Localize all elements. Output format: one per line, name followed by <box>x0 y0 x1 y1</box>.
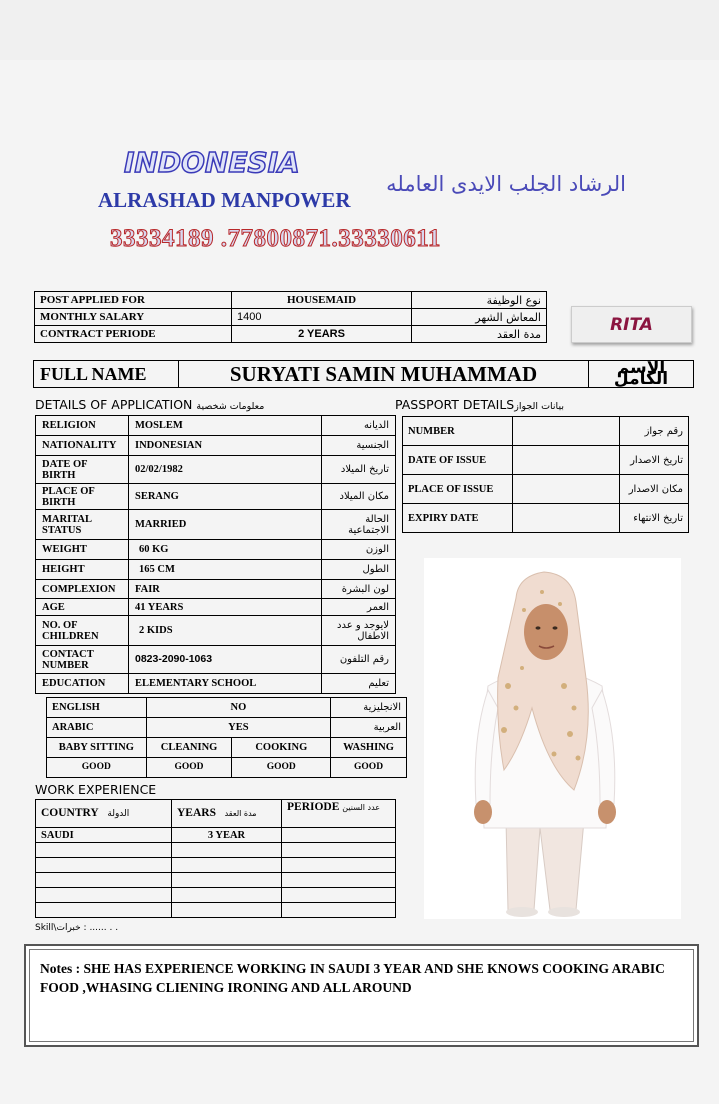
table-row <box>47 698 407 718</box>
detail-label-arabic: مكان الميلاد <box>322 484 396 510</box>
detail-label: DATE OF BIRTH <box>36 456 129 484</box>
detail-value: 165 CM <box>129 560 322 580</box>
full-name-label-arabic: الاسم الكامل <box>589 361 694 388</box>
work-cell <box>36 888 172 903</box>
work-cell <box>282 873 396 888</box>
work-cell <box>172 903 282 918</box>
table-row <box>36 800 396 828</box>
passport-label-arabic: تاريخ الاصدار <box>620 446 689 475</box>
detail-value: MOSLEM <box>129 416 322 436</box>
table-row <box>47 718 407 738</box>
passport-label: PLACE OF ISSUE <box>403 475 513 504</box>
header-ar: عدد السنين <box>342 803 381 812</box>
notes-label: Notes : <box>40 961 81 976</box>
detail-value: 2 KIDS <box>129 616 322 646</box>
passport-value <box>513 504 620 533</box>
table-row <box>36 843 396 858</box>
skill-header: CLEANING <box>146 738 232 758</box>
person-illustration <box>424 558 681 919</box>
contract-label-arabic: مدة العقد <box>412 326 547 343</box>
detail-label: RELIGION <box>36 416 129 436</box>
passport-value <box>513 446 620 475</box>
header-ar: مدة العقد <box>224 809 257 818</box>
work-experience-table <box>35 799 396 918</box>
passport-value <box>513 475 620 504</box>
contract-label: CONTRACT PERIODE <box>35 326 232 343</box>
table-row <box>403 417 689 446</box>
language-value: NO <box>146 698 330 718</box>
table-row <box>34 361 694 388</box>
table-row <box>36 873 396 888</box>
detail-label-arabic: لايوجد و عدد الاطفال <box>322 616 396 646</box>
contract-value: 2 YEARS <box>232 326 412 343</box>
notes-text: SHE HAS EXPERIENCE WORKING IN SAUDI 3 YEAR AND SHE KNOWS COOKING ARABIC FOOD ,WHASING CLIENING IRONING AND ALL AROUND <box>40 961 665 995</box>
details-title: DETAILS OF APPLICATION <box>35 397 193 412</box>
language-value: YES <box>146 718 330 738</box>
work-cell <box>282 843 396 858</box>
detail-value: INDONESIAN <box>129 436 322 456</box>
skill-value: GOOD <box>47 758 147 778</box>
work-cell <box>172 858 282 873</box>
table-row <box>36 599 396 616</box>
header-en: COUNTRY <box>41 806 99 819</box>
detail-label-arabic: الوزن <box>322 540 396 560</box>
details-table <box>35 415 396 694</box>
detail-label: COMPLEXION <box>36 580 129 599</box>
work-header-country <box>36 800 172 828</box>
details-title-arabic: معلومات شخصية <box>196 401 265 412</box>
skill-value: GOOD <box>331 758 407 778</box>
work-header-years <box>172 800 282 828</box>
work-cell <box>172 873 282 888</box>
table-row <box>403 475 689 504</box>
detail-value: 41 YEARS <box>129 599 322 616</box>
table-row <box>403 504 689 533</box>
table-row <box>35 326 547 343</box>
table-row <box>36 510 396 540</box>
top-band <box>0 0 719 60</box>
post-value: HOUSEMAID <box>232 292 412 309</box>
detail-label-arabic: لون البشرة <box>322 580 396 599</box>
table-row <box>36 580 396 599</box>
table-row <box>36 858 396 873</box>
work-cell <box>172 843 282 858</box>
detail-label-arabic: تعليم <box>322 674 396 694</box>
table-row <box>36 484 396 510</box>
table-row <box>36 560 396 580</box>
detail-label-arabic: الطول <box>322 560 396 580</box>
skill-header: COOKING <box>232 738 331 758</box>
detail-label: AGE <box>36 599 129 616</box>
detail-label: NO. OF CHILDREN <box>36 616 129 646</box>
detail-value: SERANG <box>129 484 322 510</box>
detail-label-arabic: العمر <box>322 599 396 616</box>
table-row <box>47 758 407 778</box>
detail-label-arabic: الحالة الاجتماعية <box>322 510 396 540</box>
work-cell <box>36 903 172 918</box>
work-cell: 3 YEAR <box>172 828 282 843</box>
detail-label: CONTACT NUMBER <box>36 646 129 674</box>
table-row <box>36 540 396 560</box>
work-cell <box>36 843 172 858</box>
language-skills-table <box>46 697 407 778</box>
salary-value: 1400 <box>232 309 412 326</box>
table-row <box>47 738 407 758</box>
passport-title: PASSPORT DETAILS <box>395 397 515 412</box>
detail-label: NATIONALITY <box>36 436 129 456</box>
header-ar: الدولة <box>107 808 130 819</box>
passport-label: NUMBER <box>403 417 513 446</box>
table-row <box>36 888 396 903</box>
table-row <box>36 436 396 456</box>
detail-label: PLACE OF BIRTH <box>36 484 129 510</box>
passport-label-arabic: تاريخ الانتهاء <box>620 504 689 533</box>
work-cell <box>282 903 396 918</box>
passport-title-arabic: بيانات الجواز <box>514 401 564 412</box>
skill-header: WASHING <box>331 738 407 758</box>
passport-label: DATE OF ISSUE <box>403 446 513 475</box>
post-label: POST APPLIED FOR <box>35 292 232 309</box>
skill-value: GOOD <box>232 758 331 778</box>
table-row <box>36 416 396 436</box>
salary-label: MONTHLY SALARY <box>35 309 232 326</box>
detail-label: MARITAL STATUS <box>36 510 129 540</box>
table-row <box>35 309 547 326</box>
work-cell <box>282 888 396 903</box>
table-row <box>36 903 396 918</box>
work-header-periode <box>282 800 396 828</box>
company-name: ALRASHAD MANPOWER <box>98 188 351 212</box>
detail-value: 0823-2090-1063 <box>129 646 322 674</box>
full-name-table <box>33 360 694 388</box>
language-label: ENGLISH <box>47 698 147 718</box>
table-row <box>403 446 689 475</box>
post-table <box>34 291 547 343</box>
passport-label-arabic: مكان الاصدار <box>620 475 689 504</box>
detail-value: FAIR <box>129 580 322 599</box>
detail-label: HEIGHT <box>36 560 129 580</box>
skill-value: GOOD <box>146 758 232 778</box>
detail-label: EDUCATION <box>36 674 129 694</box>
notes-content <box>29 949 694 1042</box>
skill-header: BABY SITTING <box>47 738 147 758</box>
passport-value <box>513 417 620 446</box>
applicant-photo <box>424 558 681 919</box>
table-row <box>36 674 396 694</box>
post-label-arabic: نوع الوظيفة <box>412 292 547 309</box>
detail-label-arabic: الديانه <box>322 416 396 436</box>
language-label-arabic: العربية <box>331 718 407 738</box>
detail-label: WEIGHT <box>36 540 129 560</box>
detail-value: 60 KG <box>129 540 322 560</box>
work-cell <box>36 873 172 888</box>
country-title: INDONESIA <box>124 146 300 179</box>
passport-table <box>402 416 689 533</box>
details-heading <box>35 397 264 412</box>
work-cell <box>282 858 396 873</box>
detail-label-arabic: رقم التلفون <box>322 646 396 674</box>
work-cell <box>282 828 396 843</box>
table-row <box>36 456 396 484</box>
salary-label-arabic: المعاش الشهر <box>412 309 547 326</box>
work-cell <box>172 888 282 903</box>
skill-line: Skill\خبرات : ...... . . <box>35 923 119 933</box>
header-en: PERIODE <box>287 801 340 813</box>
full-name-label: FULL NAME <box>34 361 179 388</box>
detail-value: ELEMENTARY SCHOOL <box>129 674 322 694</box>
header-en: YEARS <box>177 807 216 819</box>
language-label-arabic: الانجليزية <box>331 698 407 718</box>
full-name-value: SURYATI SAMIN MUHAMMAD <box>179 361 589 388</box>
detail-label-arabic: تاريخ الميلاد <box>322 456 396 484</box>
detail-value: MARRIED <box>129 510 322 540</box>
work-cell: SAUDI <box>36 828 172 843</box>
passport-label: EXPIRY DATE <box>403 504 513 533</box>
passport-label-arabic: رقم جواز <box>620 417 689 446</box>
detail-label-arabic: الجنسية <box>322 436 396 456</box>
notes-box <box>24 944 699 1047</box>
agent-badge: RITA <box>571 306 692 343</box>
detail-value: 02/02/1982 <box>129 456 322 484</box>
table-row <box>35 292 547 309</box>
table-row <box>36 616 396 646</box>
language-label: ARABIC <box>47 718 147 738</box>
table-row <box>36 828 396 843</box>
work-cell <box>36 858 172 873</box>
work-experience-heading: WORK EXPERIENCE <box>35 782 157 797</box>
table-row <box>36 646 396 674</box>
phone-numbers: 33334189 .77800871.33330611 <box>110 225 441 252</box>
company-name-arabic: الرشاد الجلب الايدى العامله <box>386 172 626 196</box>
passport-heading <box>395 397 564 412</box>
